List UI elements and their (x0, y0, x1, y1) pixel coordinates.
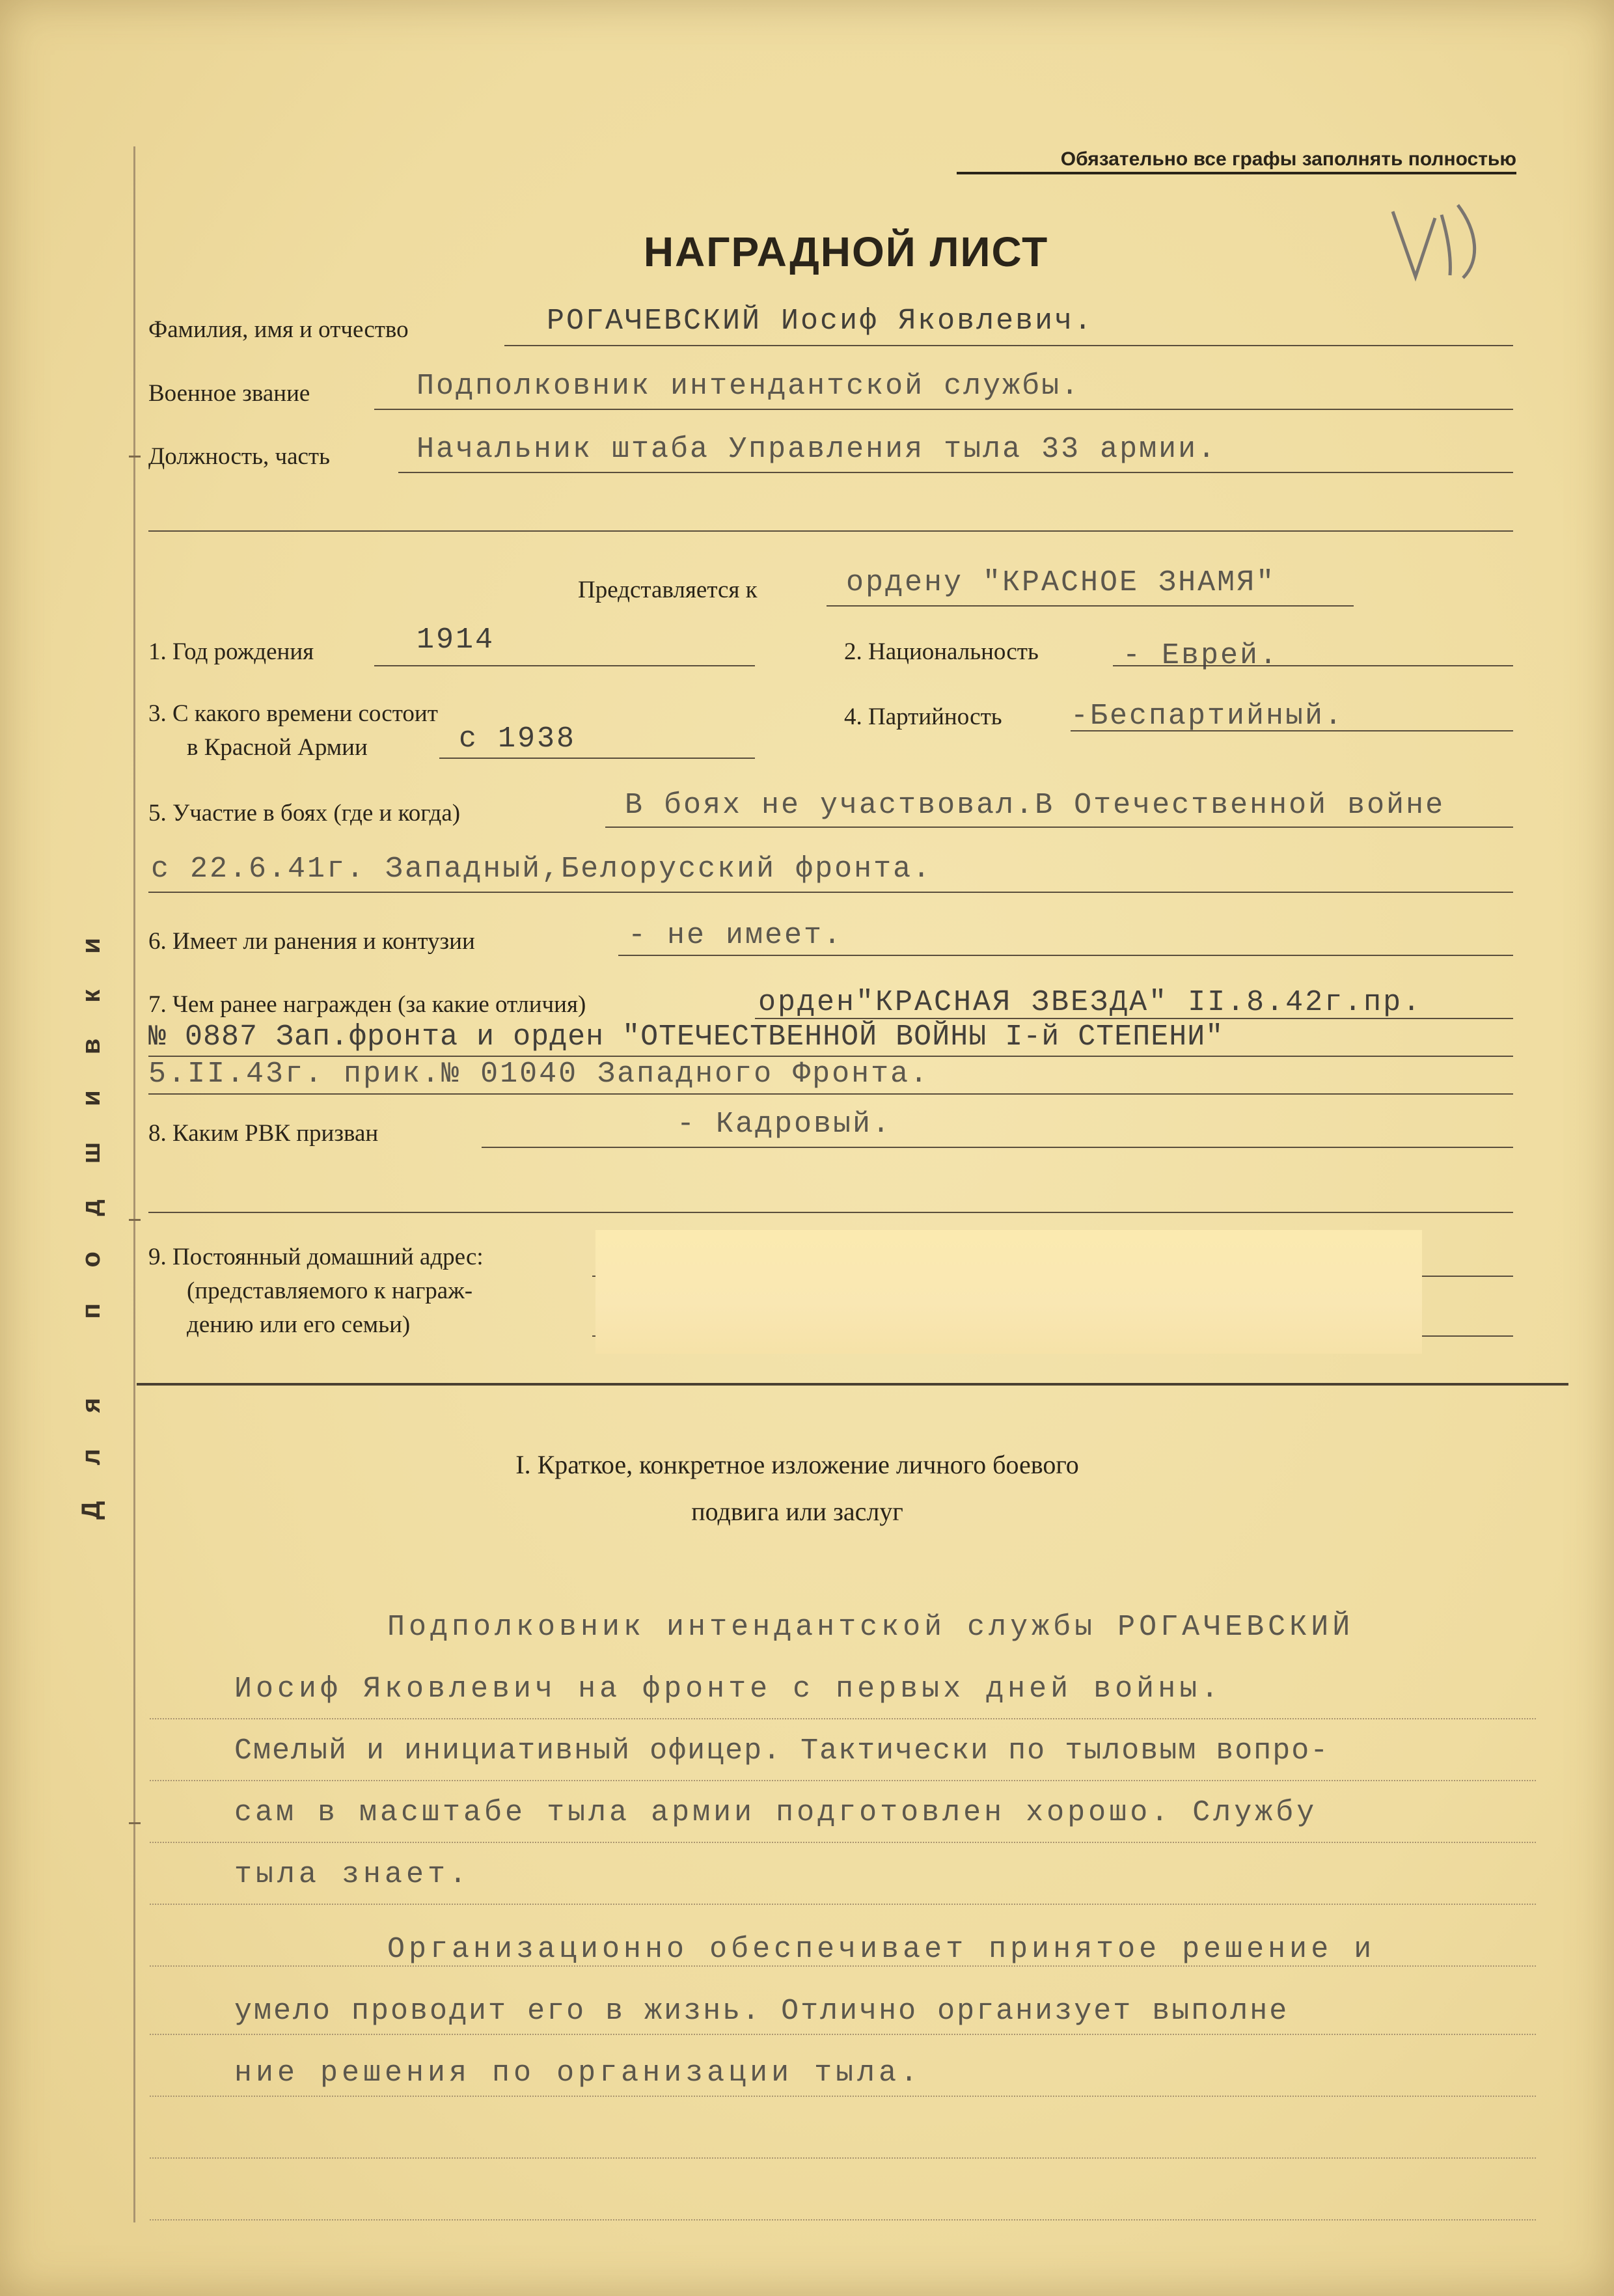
birth-year-value: 1914 (417, 623, 495, 657)
rank-line (374, 409, 1513, 410)
rvk-value: - Кадровый. (677, 1108, 892, 1141)
army-since-value: с 1938 (459, 722, 577, 756)
name-line (504, 345, 1513, 346)
name-label: Фамилия, имя и отчество (148, 316, 409, 343)
army-since-label: 3. С какого времени состоит (148, 700, 438, 727)
dotted-rule (150, 2219, 1536, 2221)
awards-line-3 (148, 1093, 1513, 1095)
battles-line (605, 827, 1513, 828)
narrative-line: Организационно обеспечивает принятое решение и (387, 1933, 1376, 1966)
rvk-label: 8. Каким РВК призван (148, 1120, 379, 1147)
binding-mark (129, 1219, 141, 1221)
dotted-rule (150, 1904, 1536, 1905)
nationality-label: 2. Национальность (844, 638, 1039, 665)
section-title-line-1: I. Краткое, конкретное изложение личного боевого (515, 1450, 1079, 1479)
dotted-rule (150, 1780, 1536, 1781)
address-label-2: (представляемого к награж- (187, 1278, 473, 1304)
dotted-rule (150, 2034, 1536, 2035)
narrative-line: умело проводит его в жизнь. Отлично организует выполне (234, 1995, 1289, 2028)
dotted-rule (150, 1718, 1536, 1719)
section-title (325, 1442, 1269, 1535)
binding-margin-rule (133, 146, 135, 2222)
army-since-label-2: в Красной Армии (187, 734, 368, 761)
name-value: РОГАЧЕВСКИЙ Иосиф Яковлевич. (547, 305, 1094, 338)
position-line (398, 472, 1513, 473)
awards-line-2 (148, 1056, 1513, 1057)
dotted-rule (150, 2157, 1536, 2159)
position-line-2 (148, 530, 1513, 532)
wounds-value: - не имеет. (628, 919, 843, 952)
army-since-line (439, 758, 755, 759)
rvk-line (482, 1147, 1513, 1148)
wounds-line (618, 955, 1513, 956)
position-value: Начальник штаба Управления тыла 33 армии. (417, 433, 1218, 466)
narrative-line: сам в масштабе тыла армии подготовлен хорошо. Службу (234, 1796, 1318, 1829)
rank-label: Военное звание (148, 380, 310, 407)
nominated-line (827, 605, 1354, 607)
awards-value-3: 5.II.43г. прик.№ 01040 Западного Фронта. (148, 1058, 930, 1091)
rvk-line-2 (148, 1212, 1513, 1213)
narrative-line: Смелый и инициативный офицер. Тактически по тыловым вопро- (234, 1734, 1330, 1768)
handwritten-check-mark (1386, 198, 1490, 283)
narrative-line: Подполковник интендантской службы РОГАЧЕВСКИЙ (387, 1611, 1354, 1644)
birth-year-label: 1. Год рождения (148, 638, 314, 665)
binding-margin-caption: Для подшивки (76, 901, 105, 1520)
nationality-value: - Еврей. (1123, 639, 1279, 672)
section-title-line-2: подвига или заслуг (691, 1497, 903, 1526)
battles-label: 5. Участие в боях (где и когда) (148, 800, 461, 827)
birth-year-line (374, 665, 755, 666)
rank-value: Подполковник интендантской службы. (417, 370, 1081, 403)
party-label: 4. Партийность (844, 704, 1002, 730)
battles-line-2 (148, 892, 1513, 893)
document-title: НАГРАДНОЙ ЛИСТ (643, 228, 1049, 275)
fill-all-fields-note: Обязательно все графы заполнять полностью (957, 148, 1516, 174)
narrative-line: ние решения по организации тыла. (234, 2057, 922, 2090)
wounds-label: 6. Имеет ли ранения и контузии (148, 928, 475, 955)
nominated-value: ордену "КРАСНОЕ ЗНАМЯ" (846, 566, 1276, 599)
address-label-3: дению или его семьи) (187, 1311, 411, 1338)
position-label: Должность, часть (148, 443, 330, 470)
awards-value-2: № 0887 Зап.фронта и орден "ОТЕЧЕСТВЕННОЙ ВОЙНЫ I-й СТЕПЕНИ" (148, 1020, 1224, 1054)
dotted-rule (150, 1842, 1536, 1843)
dotted-rule (150, 2096, 1536, 2097)
party-value: -Беспартийный. (1071, 700, 1345, 733)
address-redaction (595, 1230, 1422, 1354)
section-separator (137, 1383, 1568, 1386)
nominated-label: Представляется к (578, 577, 758, 603)
binding-mark (129, 1822, 141, 1824)
binding-mark (129, 456, 141, 458)
battles-value-1: В боях не участвовал.В Отечественной войне (625, 789, 1445, 822)
narrative-line: тыла знает. (234, 1858, 471, 1891)
awards-value-1: орден"КРАСНАЯ ЗВЕЗДА" II.8.42г.пр. (758, 986, 1423, 1019)
address-label: 9. Постоянный домашний адрес: (148, 1244, 484, 1270)
narrative-line: Иосиф Яковлевич на фронте с первых дней войны. (234, 1673, 1223, 1706)
awards-label: 7. Чем ранее награжден (за какие отличия) (148, 991, 586, 1018)
battles-value-2: с 22.6.41г. Западный,Белорусский фронта. (151, 853, 933, 886)
